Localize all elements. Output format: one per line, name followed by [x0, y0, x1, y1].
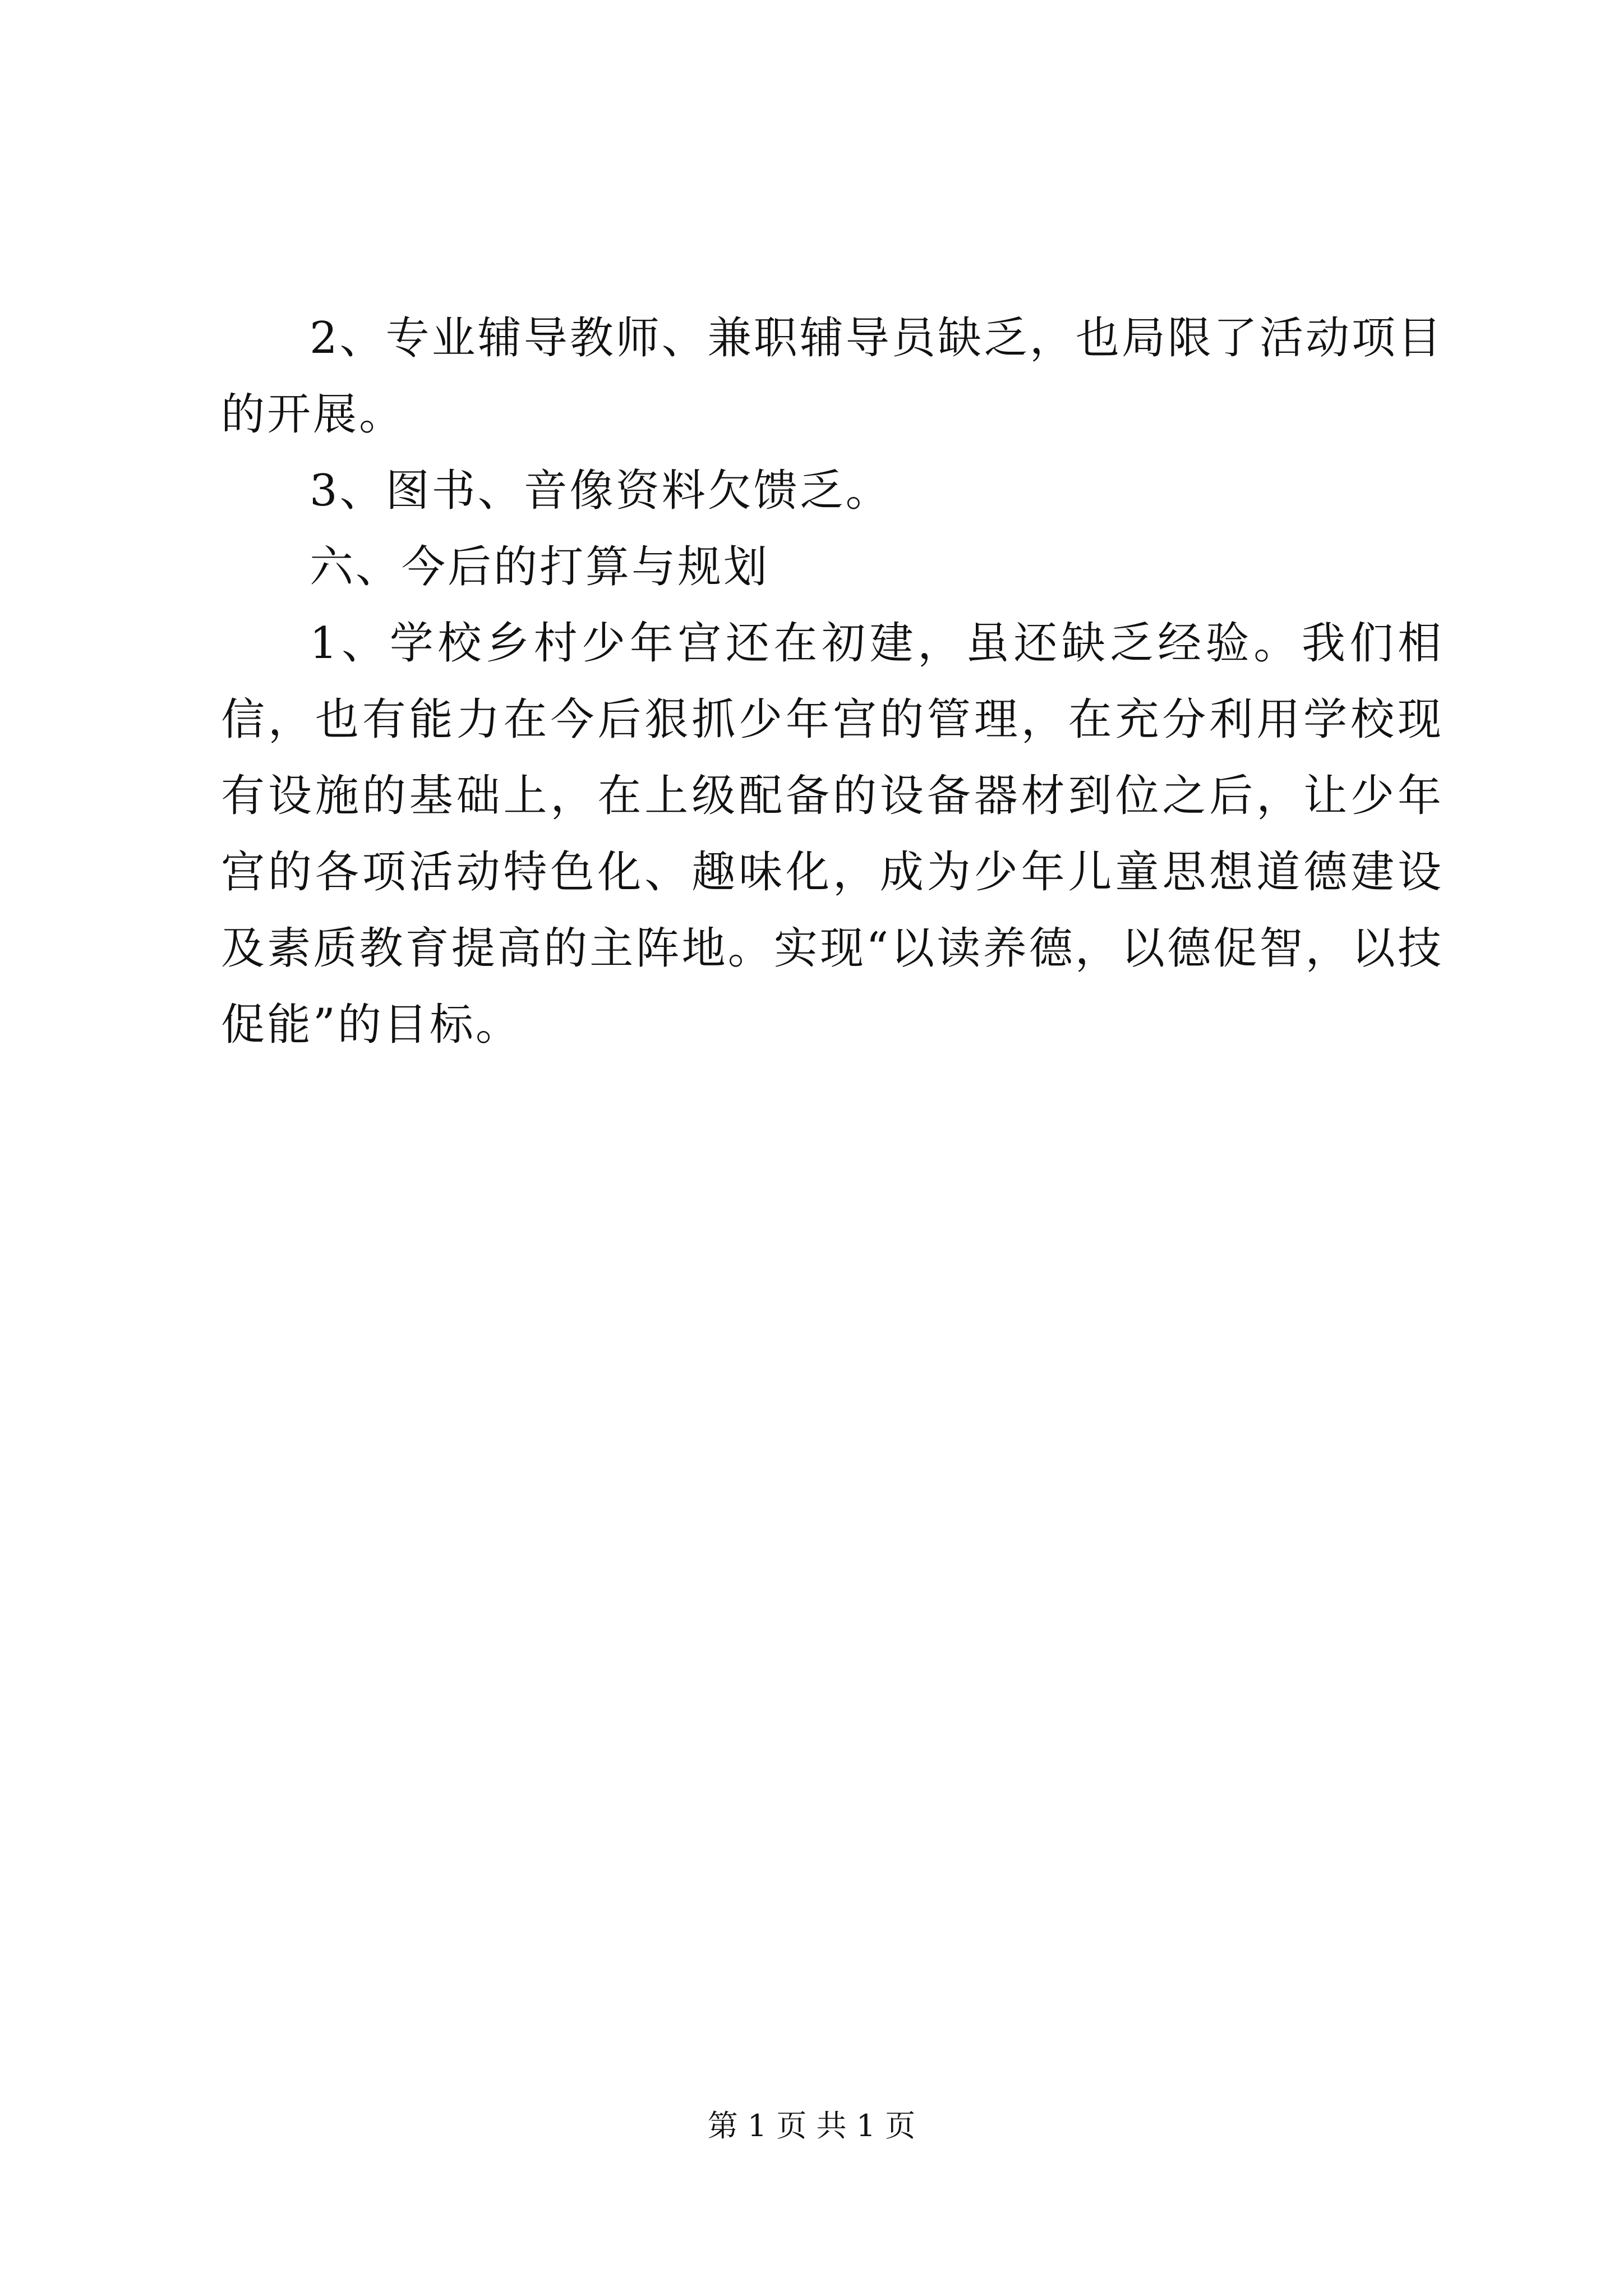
paragraph-item-3: 3、图书、音像资料欠馈乏。 — [310, 466, 892, 516]
document-body — [221, 300, 1444, 1063]
section-heading-future-plans: 六、今后的打算与规划 — [310, 542, 770, 592]
paragraph-item-2: 2、专业辅导教师、兼职辅导员缺乏，也局限了活动项目的开展。 — [221, 313, 1444, 440]
paragraph-plan-1: 1、学校乡村少年宫还在初建，虽还缺乏经验。我们相信，也有能力在今后狠抓少年宫的管理，在充分利用学校现有设施的基础上，在上级配备的设备器材到位之后，让少年宫的各项活动特色化、趣味化，成为少年儿童思想道德建设及素质教育提高的主阵地。实现“以读养德，以德促智，以技促能”的目标。 — [221, 618, 1444, 1050]
page-footer: 第 1 页 共 1 页 — [707, 2108, 916, 2143]
